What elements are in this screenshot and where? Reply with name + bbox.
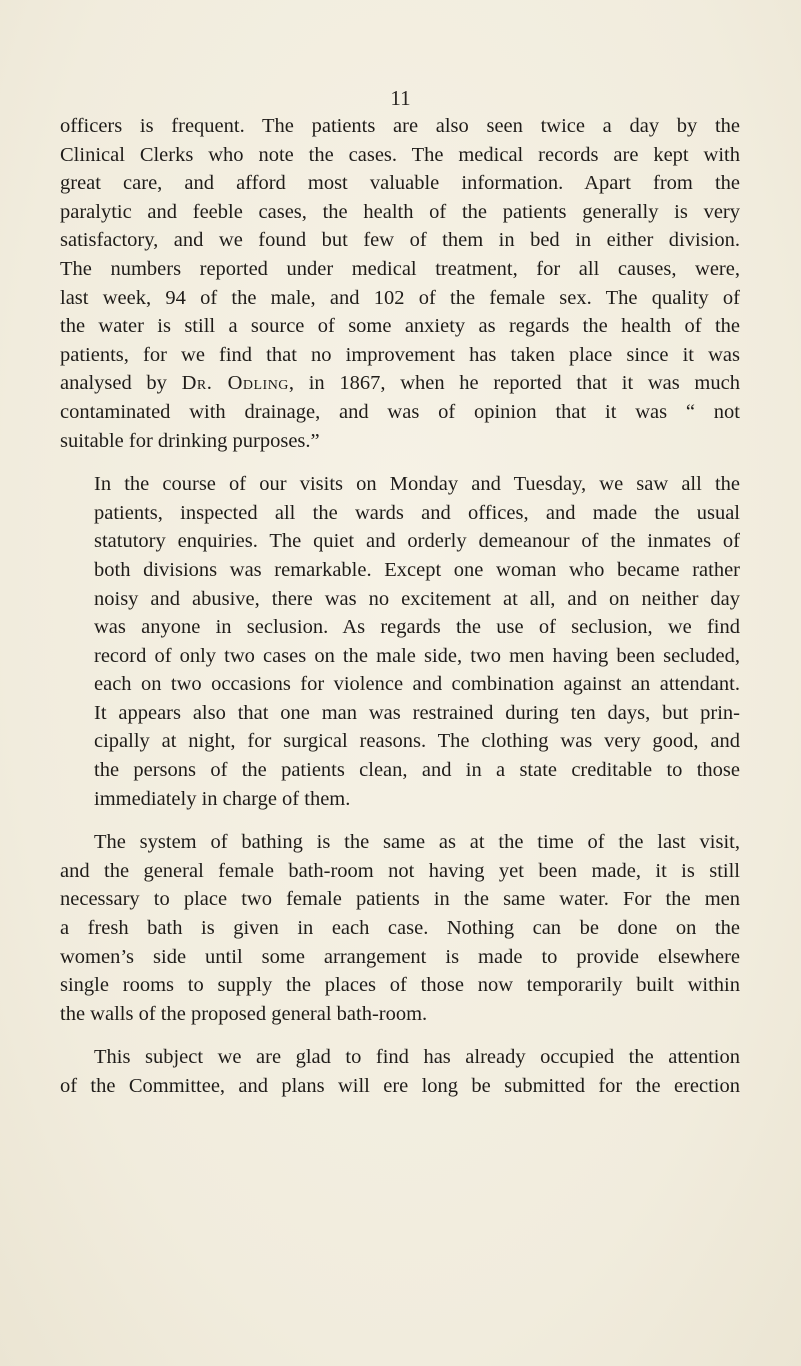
text-line: analysed by Dr. Odling, in 1867, when he reported that it was much xyxy=(60,372,740,395)
text-line: immediately in charge of them. xyxy=(94,787,351,810)
text-line: single rooms to supply the places of those now temporarily built within xyxy=(60,974,740,997)
person-name: Dr. Odling xyxy=(181,372,289,395)
text-line: statutory enquiries. The quiet and orderly demeanour of the inmates of xyxy=(94,530,740,553)
text-line: cipally at night, for surgical reasons. The clothing was very good, and xyxy=(94,730,740,753)
text-line: The system of bathing is the same as at the time of the last visit, xyxy=(94,831,740,854)
paragraph-3 xyxy=(60,828,740,1028)
text-line: officers is frequent. The patients are also seen twice a day by the xyxy=(60,115,740,137)
text-line: and the general female bath-room not having yet been made, it is still xyxy=(60,859,740,882)
text-line: patients, inspected all the wards and offices, and made the usual xyxy=(94,501,740,524)
text-line: both divisions was remarkable. Except one woman who became rather xyxy=(94,558,740,581)
body-text xyxy=(60,112,740,1101)
text-line: paralytic and feeble cases, the health of the patients generally is very xyxy=(60,200,740,223)
text-line: each on two occasions for violence and combination against an attendant. xyxy=(94,673,740,696)
text-line: women’s side until some arrangement is made to provide elsewhere xyxy=(60,945,740,968)
text-line: The numbers reported under medical treatment, for all causes, were, xyxy=(60,257,740,280)
text-line: It appears also that one man was restrained during ten days, but prin- xyxy=(94,701,740,724)
text-line: the water is still a source of some anxiety as regards the health of the xyxy=(60,315,740,338)
text-line: Clinical Clerks who note the cases. The medical records are kept with xyxy=(60,143,740,166)
text-line: a fresh bath is given in each case. Nothing can be done on the xyxy=(60,917,740,940)
text-line: necessary to place two female patients in the same water. For the men xyxy=(60,888,740,911)
text-line: contaminated with drainage, and was of opinion that it was “ not xyxy=(60,400,740,423)
text-line: was anyone in seclusion. As regards the use of seclusion, we find xyxy=(94,616,740,639)
text-line: In the course of our visits on Monday and Tuesday, we saw all the xyxy=(94,473,740,496)
text-line: patients, for we find that no improvement has taken place since it was xyxy=(60,343,740,366)
paragraph-4 xyxy=(60,1043,740,1100)
text-line: of the Committee, and plans will ere long be submitted for the erection xyxy=(60,1075,740,1097)
paragraph-2 xyxy=(60,470,740,813)
paragraph-1 xyxy=(60,112,740,455)
text-line: suitable for drinking purposes.” xyxy=(60,429,320,452)
text-line: the persons of the patients clean, and in a state creditable to those xyxy=(94,759,740,782)
text-line: satisfactory, and we found but few of them in bed in either division. xyxy=(60,229,740,252)
text-line: last week, 94 of the male, and 102 of the female sex. The quality of xyxy=(60,286,740,309)
text-line: noisy and abusive, there was no excitement at all, and on neither day xyxy=(94,587,740,610)
page-number: 11 xyxy=(390,86,411,110)
text-line: This subject we are glad to find has already occupied the attention xyxy=(94,1046,740,1069)
text-line: record of only two cases on the male side, two men having been secluded, xyxy=(94,644,740,667)
text-line: the walls of the proposed general bath-room. xyxy=(60,1002,428,1025)
text-line: great care, and afford most valuable information. Apart from the xyxy=(60,172,740,195)
